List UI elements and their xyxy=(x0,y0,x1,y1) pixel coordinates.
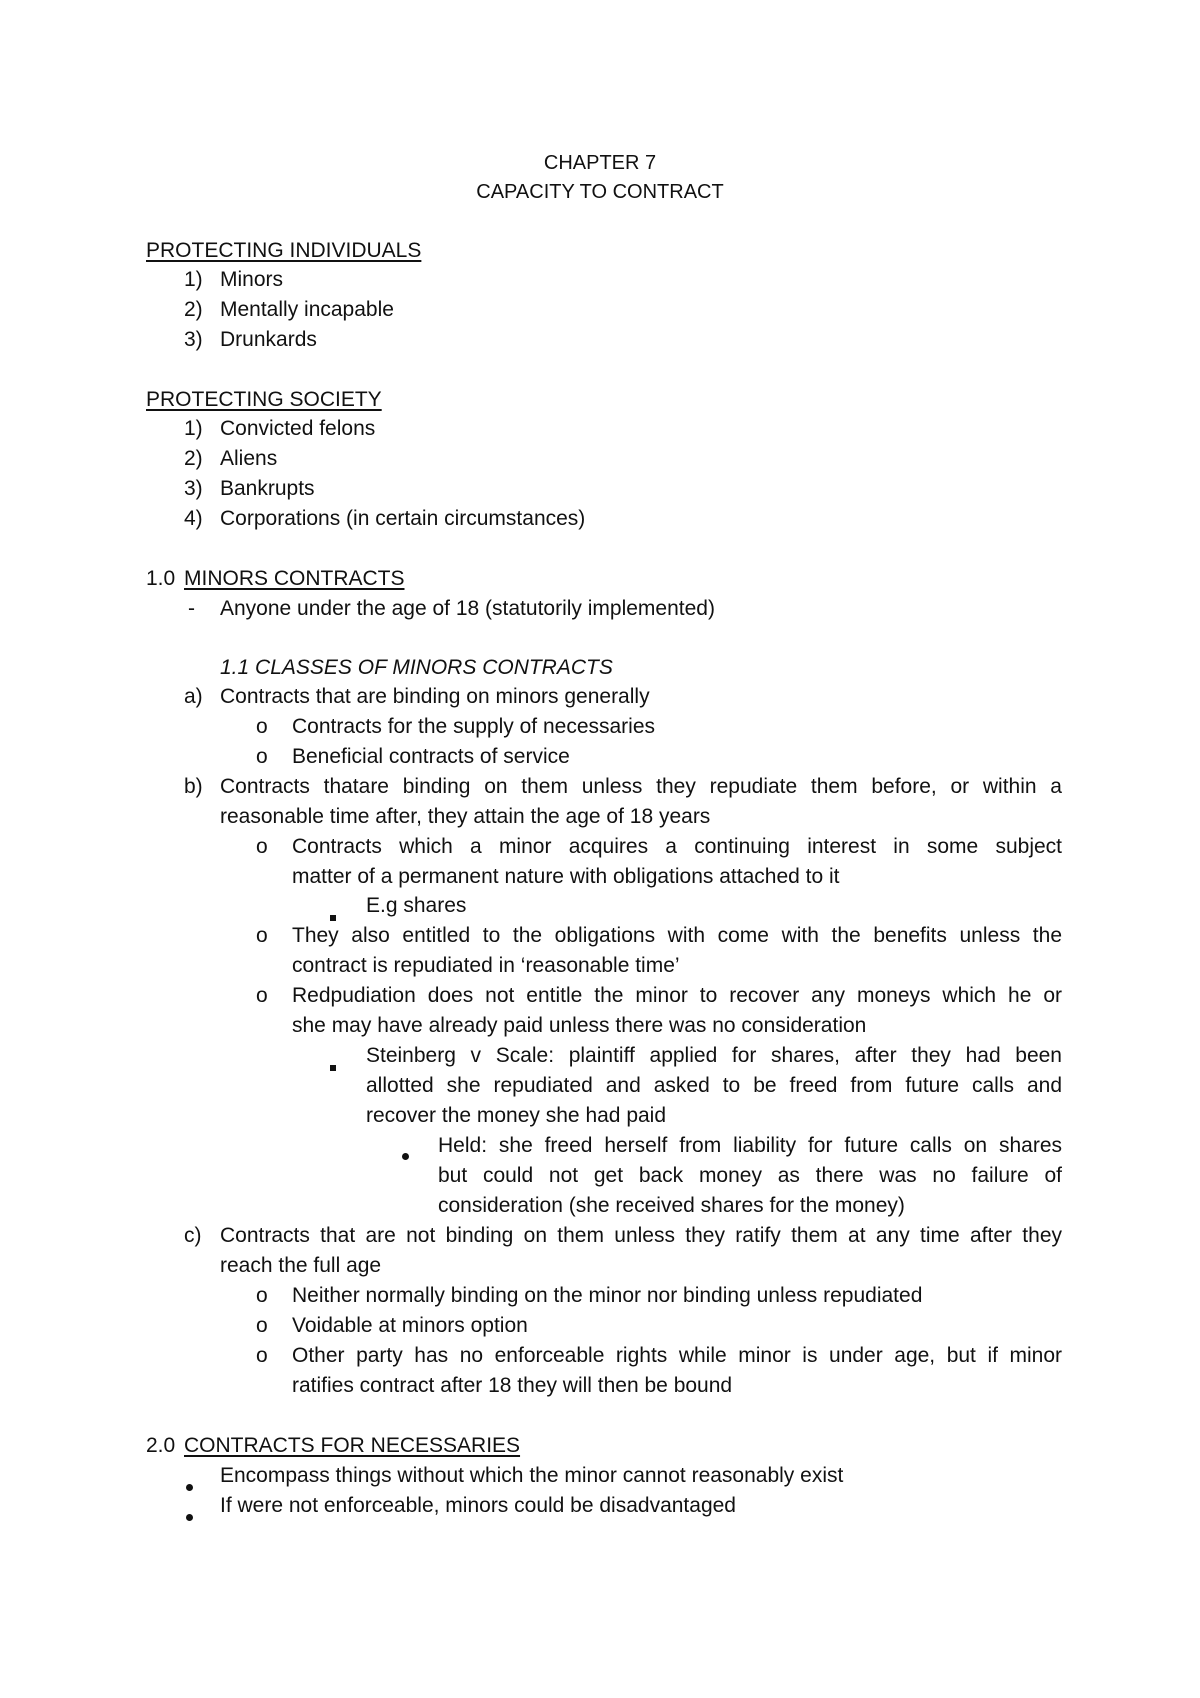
held-text: Held: she freed herself from liability for future calls on shares xyxy=(438,1134,1062,1157)
list-item-cont: matter of a permanent nature with obligations attached to it xyxy=(292,865,840,888)
chapter-number: CHAPTER 7 xyxy=(543,152,657,174)
list-item: Encompass things without which the minor cannot reasonably exist xyxy=(220,1464,844,1487)
list-item: Aliens xyxy=(220,447,278,470)
list-number: 4) xyxy=(184,507,203,530)
square-bullet xyxy=(330,1050,336,1080)
round-bullet xyxy=(186,1500,193,1530)
circle-bullet: o xyxy=(256,715,268,738)
list-number: 3) xyxy=(184,328,203,351)
list-item: Drunkards xyxy=(220,328,317,351)
list-item: Beneficial contracts of service xyxy=(292,745,570,768)
list-number: 3) xyxy=(184,477,203,500)
round-bullet xyxy=(186,1470,193,1500)
list-item: Voidable at minors option xyxy=(292,1314,528,1337)
class-c-text: Contracts that are not binding on them unless they ratify them at any time after they xyxy=(220,1224,1062,1247)
list-item: Corporations (in certain circumstances) xyxy=(220,507,586,530)
list-letter: a) xyxy=(184,685,203,708)
case-text-cont: recover the money she had paid xyxy=(366,1104,667,1127)
list-item-cont: contract is repudiated in ‘reasonable time’ xyxy=(292,954,680,977)
protecting-individuals-heading: PROTECTING INDIVIDUALS xyxy=(146,239,422,262)
minors-contracts-heading: MINORS CONTRACTS xyxy=(184,567,405,590)
list-item: Contracts for the supply of necessaries xyxy=(292,715,656,738)
list-item: Contracts which a minor acquires a continuing interest in some subject xyxy=(292,835,1062,858)
list-item-cont: ratifies contract after 18 they will then be bound xyxy=(292,1374,733,1397)
section-number: 1.0 xyxy=(146,567,176,590)
list-item: Mentally incapable xyxy=(220,298,394,321)
case-text-cont: allotted she repudiated and asked to be freed from future calls and xyxy=(366,1074,1062,1097)
class-c-text-cont: reach the full age xyxy=(220,1254,382,1277)
necessaries-heading: CONTRACTS FOR NECESSARIES xyxy=(184,1434,521,1457)
classes-heading: 1.1 CLASSES OF MINORS CONTRACTS xyxy=(220,656,613,679)
list-item: Redpudiation does not entitle the minor to recover any moneys which he or xyxy=(292,984,1062,1007)
list-number: 2) xyxy=(184,298,203,321)
round-bullet xyxy=(402,1139,409,1169)
list-number: 1) xyxy=(184,268,203,291)
list-letter: c) xyxy=(184,1224,202,1247)
list-letter: b) xyxy=(184,775,203,798)
minor-definition: Anyone under the age of 18 (statutorily implemented) xyxy=(220,597,715,620)
list-item: They also entitled to the obligations with come with the benefits unless the xyxy=(292,924,1062,947)
held-text-cont: consideration (she received shares for the money) xyxy=(438,1194,905,1217)
class-b-text: Contracts thatare binding on them unless they repudiate them before, or within a xyxy=(220,775,1062,798)
list-item: Convicted felons xyxy=(220,417,376,440)
list-item: Other party has no enforceable rights while minor is under age, but if minor xyxy=(292,1344,1062,1367)
circle-bullet: o xyxy=(256,835,268,858)
list-item-cont: she may have already paid unless there was no consideration xyxy=(292,1014,867,1037)
circle-bullet: o xyxy=(256,1314,268,1337)
list-item: Minors xyxy=(220,268,284,291)
held-text-cont: but could not get back money as there was no failure of xyxy=(438,1164,1062,1187)
section-number: 2.0 xyxy=(146,1434,176,1457)
list-number: 2) xyxy=(184,447,203,470)
list-item: If were not enforceable, minors could be disadvantaged xyxy=(220,1494,736,1517)
class-b-text-cont: reasonable time after, they attain the age of 18 years xyxy=(220,805,711,828)
list-item: Bankrupts xyxy=(220,477,315,500)
circle-bullet: o xyxy=(256,1344,268,1367)
list-item: Neither normally binding on the minor nor binding unless repudiated xyxy=(292,1284,923,1307)
dash-marker: - xyxy=(188,597,195,620)
list-item: E.g shares xyxy=(366,894,467,917)
chapter-title: CAPACITY TO CONTRACT xyxy=(476,181,724,203)
circle-bullet: o xyxy=(256,984,268,1007)
case-text: Steinberg v Scale: plaintiff applied for shares, after they had been xyxy=(366,1044,1062,1067)
list-number: 1) xyxy=(184,417,203,440)
circle-bullet: o xyxy=(256,1284,268,1307)
circle-bullet: o xyxy=(256,745,268,768)
circle-bullet: o xyxy=(256,924,268,947)
class-a-text: Contracts that are binding on minors generally xyxy=(220,685,650,708)
protecting-society-heading: PROTECTING SOCIETY xyxy=(146,388,382,411)
